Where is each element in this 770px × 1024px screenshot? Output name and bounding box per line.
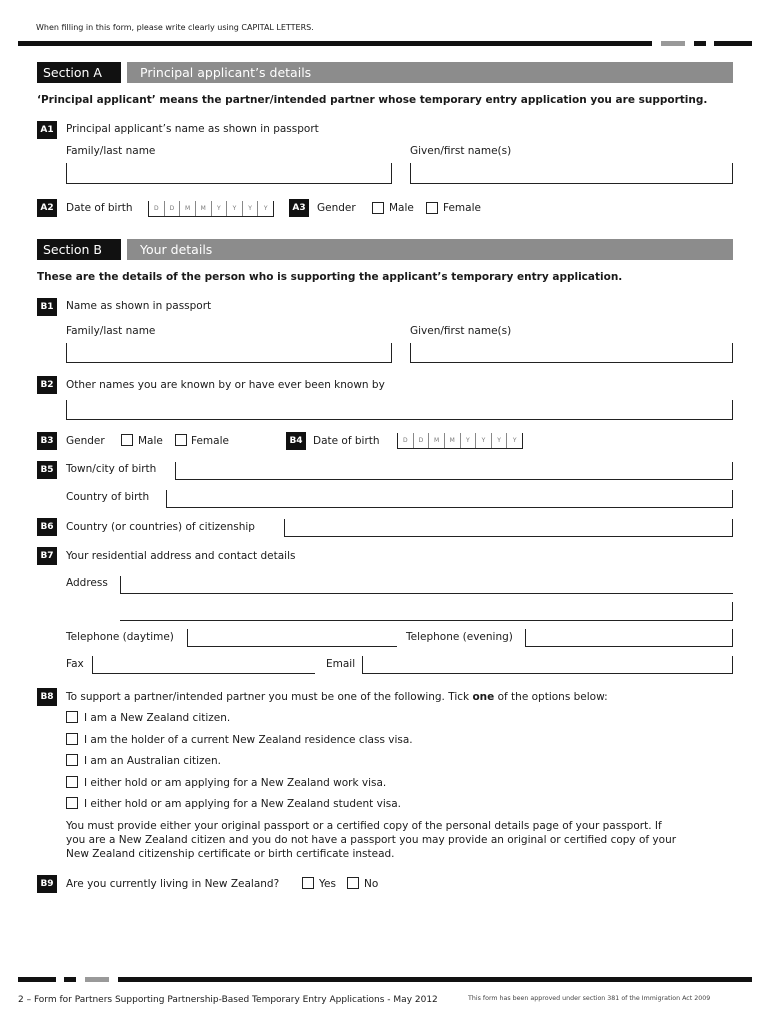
a1-given-name-field[interactable]	[410, 163, 733, 184]
b7-label: Your residential address and contact details	[66, 550, 296, 562]
b7-address-label: Address	[66, 577, 108, 589]
b3-female-label: Female	[191, 435, 229, 447]
b8-option-label: I either hold or am applying for a New Zealand student visa.	[84, 798, 401, 810]
section-b-title: Your details	[140, 242, 213, 257]
b7-fax-label: Fax	[66, 658, 84, 670]
a2-label: Date of birth	[66, 202, 133, 214]
b9-no-label: No	[364, 878, 379, 890]
b8-option-checkbox[interactable]	[66, 797, 78, 809]
b5-country-field[interactable]	[166, 490, 733, 508]
footer-approval-note: This form has been approved under section 381 of the Immigration Act 2009	[468, 995, 711, 1002]
a2-date-of-birth-field[interactable]: D D M M Y Y Y Y	[148, 201, 274, 217]
b1-family-name-field[interactable]	[66, 343, 392, 363]
header-rule	[18, 41, 652, 46]
section-a-intro: ‘Principal applicant’ means the partner/intended partner whose temporary entry application you are supporting.	[37, 94, 708, 106]
b8-option-checkbox[interactable]	[66, 754, 78, 766]
a3-male-checkbox[interactable]	[372, 202, 384, 214]
footer-rule	[118, 977, 752, 982]
question-number-b1: B1	[37, 298, 57, 316]
section-a-tag: Section A	[37, 62, 121, 83]
a1-given-label: Given/first name(s)	[410, 145, 512, 157]
question-number-a2: A2	[37, 199, 57, 217]
b6-citizenship-field[interactable]	[284, 519, 733, 537]
b8-option-checkbox[interactable]	[66, 711, 78, 723]
b4-label: Date of birth	[313, 435, 380, 447]
b3-label: Gender	[66, 435, 105, 447]
section-a-title: Principal applicant’s details	[140, 65, 312, 80]
b8-option-label: I am a New Zealand citizen.	[84, 712, 231, 724]
a3-label: Gender	[317, 202, 356, 214]
b9-yes-label: Yes	[319, 878, 336, 890]
b7-fax-field[interactable]	[92, 656, 315, 674]
b8-option-label: I am an Australian citizen.	[84, 755, 221, 767]
b5-town-field[interactable]	[175, 462, 733, 480]
question-number-b3: B3	[37, 432, 57, 450]
b1-given-name-field[interactable]	[410, 343, 733, 363]
b7-telephone-evening-label: Telephone (evening)	[406, 631, 513, 643]
section-b-tag: Section B	[37, 239, 121, 260]
question-number-b4: B4	[286, 432, 306, 450]
b3-male-label: Male	[138, 435, 163, 447]
b7-telephone-evening-field[interactable]	[525, 629, 733, 647]
b7-address-field-line1[interactable]	[120, 576, 733, 594]
footer-rule-accent	[85, 977, 109, 982]
a3-female-label: Female	[443, 202, 481, 214]
b9-no-checkbox[interactable]	[347, 877, 359, 889]
b3-female-checkbox[interactable]	[175, 434, 187, 446]
b1-label: Name as shown in passport	[66, 300, 212, 312]
b8-passport-note: You must provide either your original passport or a certified copy of the personal details page of your passport. If you are a New Zealand citizen and you do not have a passport you may provide an original or certified copy of your New Zealand citizenship certificate or birth certificate instead.	[66, 820, 677, 860]
question-number-a1: A1	[37, 121, 57, 139]
b5-town-label: Town/city of birth	[66, 463, 157, 475]
b8-option-label: I am the holder of a current New Zealand residence class visa.	[84, 734, 413, 746]
a1-family-name-field[interactable]	[66, 163, 392, 184]
section-b-header	[37, 239, 733, 260]
b8-label: To support a partner/intended partner you must be one of the following. Tick one of the options below:	[66, 691, 608, 703]
b2-other-names-field[interactable]	[66, 400, 733, 420]
question-number-b8: B8	[37, 688, 57, 706]
b2-label: Other names you are known by or have ever been known by	[66, 379, 385, 391]
footer-page-title: 2 – Form for Partners Supporting Partnership-Based Temporary Entry Applications - May 2012	[18, 995, 438, 1005]
header-rule-accent	[714, 41, 752, 46]
b5-country-label: Country of birth	[66, 491, 150, 503]
b8-option-checkbox[interactable]	[66, 733, 78, 745]
a3-male-label: Male	[389, 202, 414, 214]
b9-yes-checkbox[interactable]	[302, 877, 314, 889]
b8-option-checkbox[interactable]	[66, 776, 78, 788]
a1-label: Principal applicant’s name as shown in passport	[66, 123, 319, 135]
question-number-b6: B6	[37, 518, 57, 536]
footer-rule-accent	[18, 977, 56, 982]
b1-given-label: Given/first name(s)	[410, 325, 512, 337]
b7-email-label: Email	[326, 658, 356, 670]
b7-email-field[interactable]	[362, 656, 733, 674]
header-rule-accent	[661, 41, 685, 46]
form-instruction: When filling in this form, please write clearly using CAPITAL LETTERS.	[36, 23, 314, 32]
question-number-b2: B2	[37, 376, 57, 394]
question-number-b7: B7	[37, 547, 57, 565]
question-number-b5: B5	[37, 461, 57, 479]
b6-label: Country (or countries) of citizenship	[66, 521, 255, 533]
section-a-header	[37, 62, 733, 83]
b7-telephone-daytime-label: Telephone (daytime)	[66, 631, 174, 643]
b9-label: Are you currently living in New Zealand?	[66, 878, 280, 890]
b3-male-checkbox[interactable]	[121, 434, 133, 446]
b8-option-label: I either hold or am applying for a New Zealand work visa.	[84, 777, 387, 789]
section-b-intro: These are the details of the person who is supporting the applicant’s temporary entry application.	[37, 271, 623, 283]
footer-rule-accent	[64, 977, 76, 982]
a3-female-checkbox[interactable]	[426, 202, 438, 214]
header-rule-accent	[694, 41, 706, 46]
b7-address-field-line2[interactable]	[120, 602, 733, 621]
b4-date-of-birth-field[interactable]: D D M M Y Y Y Y	[397, 433, 523, 449]
b1-family-label: Family/last name	[66, 325, 156, 337]
question-number-a3: A3	[289, 199, 309, 217]
question-number-b9: B9	[37, 875, 57, 893]
a1-family-label: Family/last name	[66, 145, 156, 157]
b7-telephone-daytime-field[interactable]	[187, 629, 397, 647]
